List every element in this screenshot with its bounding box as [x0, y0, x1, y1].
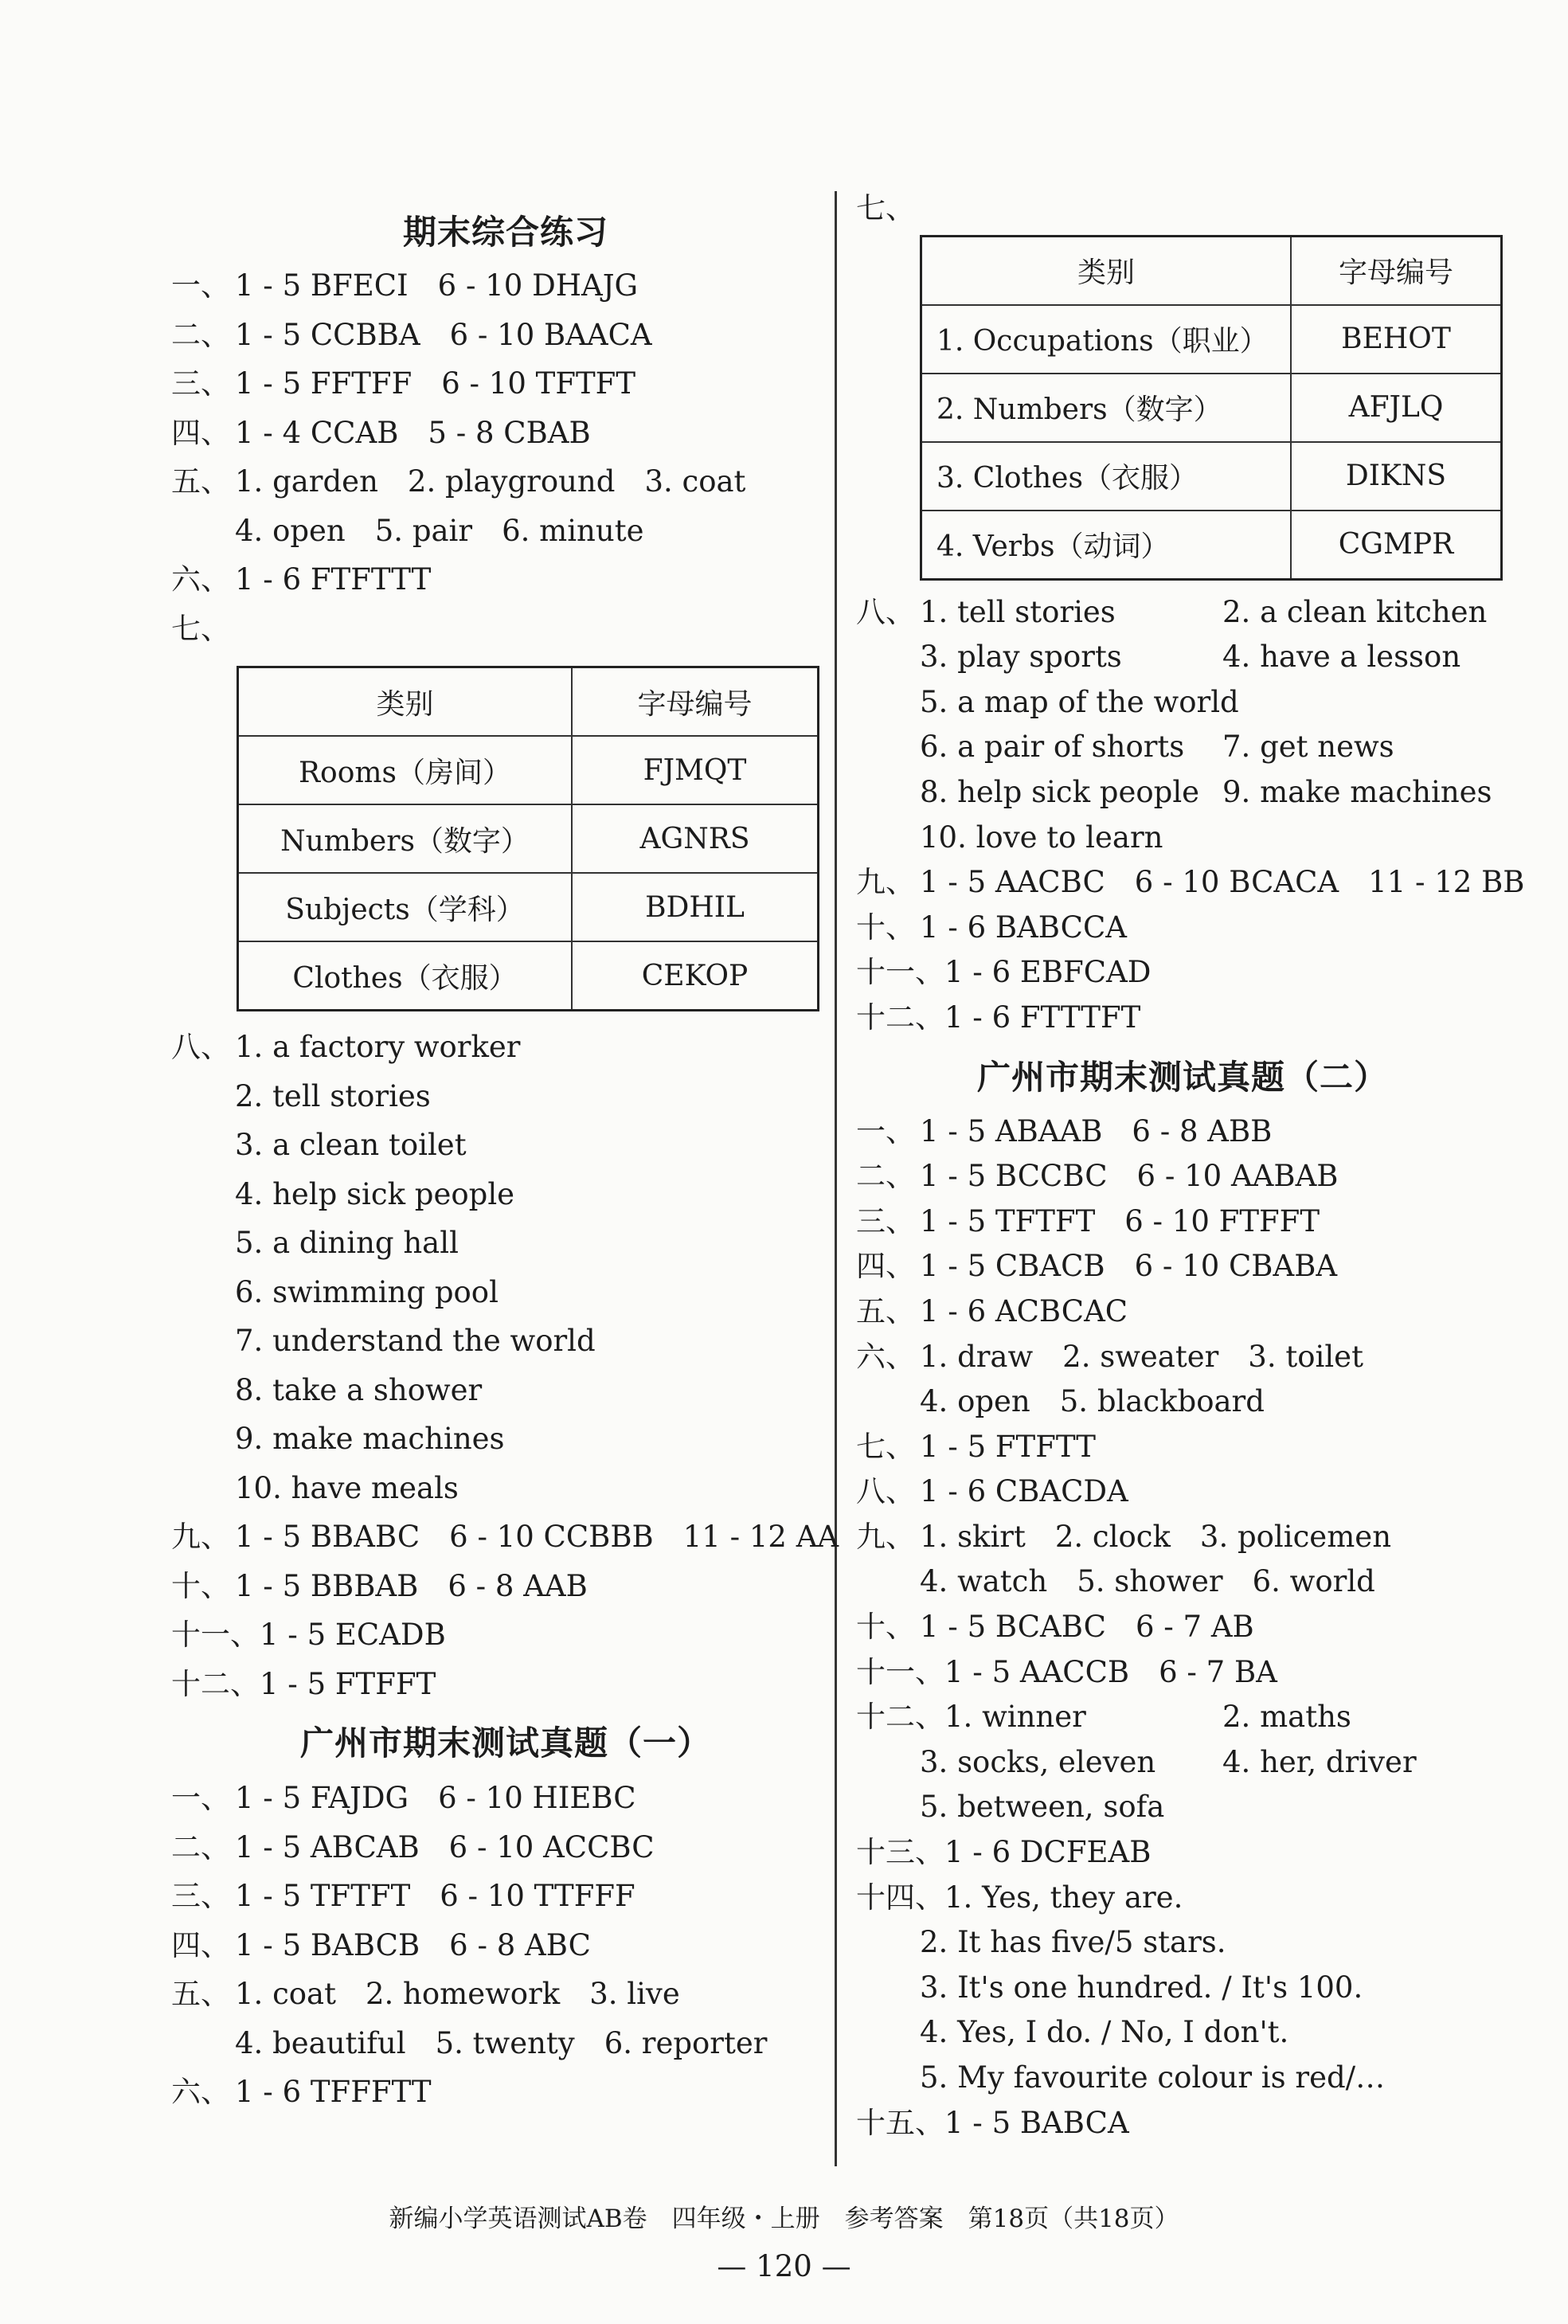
- answer-line: [171, 1121, 840, 1170]
- answer-line: [171, 1921, 840, 1970]
- answer-text: 5. a map of the world: [920, 684, 1239, 719]
- question-number: 五、: [171, 464, 230, 499]
- answer-line: [856, 770, 1509, 816]
- answer-line: [171, 1512, 840, 1562]
- question-number: 二、: [171, 1829, 230, 1864]
- answer-text: 8. help sick people: [920, 774, 1200, 809]
- answer-line: [171, 1610, 840, 1660]
- answer-text: 2. tell stories: [235, 1078, 431, 1113]
- table-row: [921, 442, 1502, 511]
- section-title-guangzhou-1: 广州市期末测试真题（一）: [299, 1723, 711, 1763]
- answer-text: 6. swimming pool: [235, 1274, 499, 1309]
- answer-text: 4. help sick people: [235, 1176, 515, 1211]
- table-row: [921, 374, 1502, 442]
- question-number: 十三、: [856, 1835, 944, 1870]
- table-cell-category: Subjects（学科）: [238, 873, 573, 941]
- answer-text: 1 - 5 ABAAB 6 - 8 ABB: [920, 1113, 1273, 1148]
- section-title-final-practice: 期末综合练习: [402, 213, 608, 252]
- question-number: 二、: [171, 317, 230, 352]
- answer-text: 1. Yes, they are.: [944, 1880, 1183, 1915]
- answer-list: [171, 261, 840, 653]
- table-cell-category: 2. Numbers（数字）: [921, 374, 1292, 442]
- answer-text: 3. socks, eleven: [920, 1744, 1156, 1779]
- answer-line: [856, 996, 1509, 1041]
- answer-text: 1 - 6 BABCCA: [920, 910, 1127, 945]
- table-header-letters: 字母编号: [1291, 236, 1502, 305]
- answer-line: [856, 186, 1509, 232]
- answer-text-second: 4. have a lesson: [1222, 640, 1461, 675]
- answer-line: [856, 2056, 1509, 2101]
- answer-line: [856, 1695, 1509, 1740]
- question-number: 五、: [856, 1293, 915, 1328]
- answer-text: 1 - 5 TFTFT 6 - 10 FTFFT: [920, 1203, 1320, 1238]
- question-number: 十五、: [856, 2105, 944, 2140]
- table-cell-letters: FJMQT: [572, 736, 819, 804]
- section-title-guangzhou-2: 广州市期末测试真题（二）: [976, 1057, 1388, 1097]
- answer-text: 1 - 5 BBABC 6 - 10 CCBBB 11 - 12 AA: [235, 1520, 839, 1554]
- question-number: 十一、: [856, 1654, 944, 1689]
- answer-text: 3. It's one hundred. / It's 100.: [920, 1970, 1363, 2005]
- answer-line: [171, 359, 840, 409]
- category-table: [920, 235, 1503, 581]
- table-header-category: 类别: [921, 236, 1292, 305]
- question-number: 十四、: [856, 1880, 944, 1915]
- answer-line: [856, 1559, 1509, 1605]
- answer-text: 1 - 5 FFTFF 6 - 10 TFTFT: [235, 366, 636, 401]
- answer-text: 1. skirt 2. clock 3. policemen: [920, 1519, 1392, 1554]
- answer-text-second: 9. make machines: [1222, 774, 1492, 809]
- answer-line: [171, 1219, 840, 1268]
- answer-line: [171, 261, 840, 311]
- answer-line: [856, 1740, 1509, 1786]
- answer-text: 2. It has five/5 stars.: [920, 1925, 1226, 1960]
- answer-line: [856, 1785, 1509, 1830]
- answer-text: 6. a pair of shorts: [920, 730, 1185, 765]
- answer-line: [856, 1966, 1509, 2011]
- answer-line: [856, 860, 1525, 906]
- question-number: 四、: [171, 1927, 230, 1962]
- answer-text: 1 - 5 FAJDG 6 - 10 HIEBC: [235, 1781, 636, 1815]
- question-number: 一、: [856, 1113, 915, 1148]
- answer-line: [171, 1170, 840, 1219]
- question-number: 十一、: [171, 1618, 260, 1652]
- question-number: 八、: [856, 594, 915, 629]
- answer-text: 1 - 5 BFECI 6 - 10 DHAJG: [235, 268, 639, 303]
- answer-text: 1 - 6 FTFTTT: [235, 562, 432, 597]
- answer-line: [171, 1366, 840, 1415]
- table-row: [238, 736, 819, 804]
- table-row: [238, 873, 819, 941]
- answer-line: [171, 1660, 840, 1709]
- table-cell-letters: BDHIL: [572, 873, 819, 941]
- table-cell-category: Numbers（数字）: [238, 804, 573, 873]
- question-number: 七、: [856, 191, 915, 225]
- answer-text: 1 - 5 AACBC 6 - 10 BCACA 11 - 12 BB: [920, 865, 1525, 900]
- answer-text: 1 - 5 CBACB 6 - 10 CBABA: [920, 1249, 1338, 1284]
- answer-line: [171, 1268, 840, 1317]
- answer-text: 4. open 5. pair 6. minute: [235, 513, 644, 548]
- answer-line: [856, 2101, 1509, 2146]
- table-cell-category: 3. Clothes（衣服）: [921, 442, 1292, 511]
- answer-text: 1. a factory worker: [235, 1030, 521, 1064]
- answer-line: [171, 1823, 840, 1872]
- answer-line: [171, 1023, 840, 1072]
- question-number: 十二、: [171, 1666, 260, 1701]
- question-number: 四、: [856, 1249, 915, 1284]
- question-number: 十、: [171, 1568, 230, 1603]
- question-number: 十一、: [856, 955, 944, 990]
- table-cell-category: 4. Verbs（动词）: [921, 511, 1292, 580]
- answer-text: 7. understand the world: [235, 1324, 596, 1358]
- table-cell-category: Rooms（房间）: [238, 736, 573, 804]
- answer-line: [856, 1469, 1509, 1515]
- footer-book-info: 新编小学英语测试AB卷 四年级・上册 参考答案 第18页（共18页）: [389, 2205, 1179, 2233]
- answer-line: [171, 1872, 840, 1921]
- answer-line: [171, 1970, 840, 2019]
- question-number: 五、: [171, 1977, 230, 2011]
- question-number: 七、: [171, 611, 230, 646]
- answer-line: [856, 1335, 1509, 1380]
- answer-text: 1 - 5 ABCAB 6 - 10 ACCBC: [235, 1829, 655, 1864]
- answer-text: 8. take a shower: [235, 1372, 483, 1407]
- answer-line: [171, 604, 840, 654]
- answer-text: 1 - 5 BBBAB 6 - 8 AAB: [235, 1568, 588, 1603]
- answer-text: 1 - 5 FTFFT: [260, 1666, 436, 1701]
- answer-text-second: 2. a clean kitchen: [1222, 594, 1488, 629]
- answer-line: [171, 311, 840, 360]
- answer-line: [856, 1650, 1509, 1696]
- table-cell-letters: AFJLQ: [1291, 374, 1502, 442]
- answer-line: [856, 1199, 1509, 1245]
- question-number: 二、: [856, 1159, 915, 1194]
- answer-text: 5. My favourite colour is red/…: [920, 2060, 1386, 2095]
- answer-text: 1. draw 2. sweater 3. toilet: [920, 1339, 1363, 1374]
- question-number: 七、: [856, 1429, 915, 1464]
- answer-line: [171, 2068, 840, 2117]
- answer-text: 1. tell stories: [920, 594, 1116, 629]
- answer-text: 10. have meals: [235, 1470, 459, 1505]
- answer-text: 4. beautiful 5. twenty 6. reporter: [235, 2025, 768, 2060]
- answer-text: 9. make machines: [235, 1422, 505, 1456]
- answer-list: [856, 1109, 1509, 2146]
- page-number: — 120 —: [717, 2249, 851, 2283]
- answer-text: 1 - 5 BABCB 6 - 8 ABC: [235, 1927, 591, 1962]
- category-table: [237, 666, 819, 1011]
- answer-line: [171, 1317, 840, 1366]
- question-number: 十二、: [856, 1000, 944, 1035]
- answer-line: [856, 635, 1509, 680]
- right-column: [856, 186, 1525, 2146]
- question-number: 十二、: [856, 1700, 944, 1735]
- answer-line: [856, 2010, 1509, 2056]
- answer-text-second: 7. get news: [1222, 730, 1394, 765]
- answer-line: [856, 1244, 1509, 1289]
- answer-line: [856, 680, 1509, 726]
- answer-text: 1 - 6 ACBCAC: [920, 1293, 1128, 1328]
- answer-list: [171, 1023, 840, 1708]
- answer-text: 1 - 5 AACCB 6 - 7 BA: [944, 1654, 1277, 1689]
- answer-line: [856, 1605, 1509, 1650]
- question-number: 十、: [856, 910, 915, 945]
- answer-line: [171, 457, 840, 507]
- question-number: 八、: [171, 1030, 230, 1064]
- question-number: 三、: [856, 1203, 915, 1238]
- answer-line: [856, 816, 1509, 861]
- question-number: 八、: [856, 1474, 915, 1509]
- answer-line: [856, 1109, 1509, 1155]
- question-number: 一、: [171, 268, 230, 303]
- table-cell-letters: CEKOP: [572, 941, 819, 1011]
- answer-text: 1 - 4 CCAB 5 - 8 CBAB: [235, 415, 591, 450]
- answer-text: 1 - 5 TFTFT 6 - 10 TTFFF: [235, 1879, 635, 1913]
- answer-text: 4. watch 5. shower 6. world: [920, 1564, 1375, 1599]
- answer-line: [856, 1830, 1509, 1876]
- answer-line: [856, 1379, 1509, 1425]
- answer-text: 10. love to learn: [920, 820, 1163, 855]
- answer-text: 1 - 6 FTTTFT: [944, 1000, 1141, 1035]
- answer-text: 1 - 6 DCFEAB: [944, 1835, 1152, 1870]
- question-number: 九、: [171, 1520, 230, 1554]
- question-number: 四、: [171, 415, 230, 450]
- answer-line: [171, 2019, 840, 2068]
- answer-line: [171, 555, 840, 604]
- answer-line: [856, 1515, 1509, 1560]
- answer-line: [171, 1072, 840, 1121]
- answer-text: 4. open 5. blackboard: [920, 1384, 1265, 1419]
- table-row: [921, 305, 1502, 374]
- question-number: 一、: [171, 1781, 230, 1815]
- answer-text: 1 - 5 CCBBA 6 - 10 BAACA: [235, 317, 652, 352]
- answer-text: 3. play sports: [920, 640, 1122, 675]
- table-cell-letters: AGNRS: [572, 804, 819, 873]
- answer-text: 5. between, sofa: [920, 1790, 1165, 1825]
- table-cell-letters: CGMPR: [1291, 511, 1502, 580]
- answer-line: [856, 1289, 1509, 1335]
- answer-line: [171, 409, 840, 458]
- answer-line: [171, 507, 840, 556]
- table-cell-category: 1. Occupations（职业）: [921, 305, 1292, 374]
- answer-text: 1 - 5 BCABC 6 - 7 AB: [920, 1610, 1254, 1645]
- question-number: 九、: [856, 1519, 915, 1554]
- answer-text: 3. a clean toilet: [235, 1128, 467, 1162]
- answer-line: [856, 725, 1509, 770]
- answer-list: [171, 1774, 840, 2117]
- left-column: [171, 209, 840, 2117]
- table-cell-letters: BEHOT: [1291, 305, 1502, 374]
- answer-line: [856, 1876, 1509, 1921]
- answer-text: 1. winner: [944, 1700, 1086, 1735]
- question-number: 三、: [171, 366, 230, 401]
- answer-text: 1 - 5 BABCA: [944, 2105, 1129, 2140]
- question-number: 九、: [856, 865, 915, 900]
- answer-text-second: 2. maths: [1222, 1700, 1351, 1735]
- table-header-category: 类别: [238, 667, 573, 737]
- answer-text: 5. a dining hall: [235, 1226, 459, 1260]
- answer-text: 1. garden 2. playground 3. coat: [235, 464, 746, 499]
- answer-text: 1. coat 2. homework 3. live: [235, 1977, 680, 2011]
- answer-line: [171, 1774, 840, 1823]
- table-row: [238, 941, 819, 1011]
- answer-text: 1 - 5 ECADB: [260, 1618, 446, 1652]
- answer-line: [171, 1414, 840, 1464]
- table-row: [238, 804, 819, 873]
- table-cell-letters: DIKNS: [1291, 442, 1502, 511]
- question-number: 六、: [856, 1339, 915, 1374]
- table-header-letters: 字母编号: [572, 667, 819, 737]
- answer-line: [856, 1154, 1509, 1199]
- question-number: 三、: [171, 1879, 230, 1913]
- question-number: 六、: [171, 2075, 230, 2109]
- table-row: [921, 511, 1502, 580]
- answer-line: [171, 1562, 840, 1611]
- answer-text: 1 - 6 EBFCAD: [944, 955, 1152, 990]
- answer-line: [856, 906, 1509, 951]
- answer-line: [856, 950, 1509, 996]
- answer-text: 4. Yes, I do. / No, I don't.: [920, 2015, 1289, 2050]
- question-number: 十、: [856, 1610, 915, 1645]
- answer-text-second: 4. her, driver: [1222, 1744, 1417, 1779]
- answer-text: 1 - 5 FTFTT: [920, 1429, 1096, 1464]
- answer-line: [856, 590, 1509, 636]
- answer-text: 1 - 6 CBACDA: [920, 1474, 1128, 1509]
- answer-line: [856, 1425, 1509, 1470]
- table-cell-category: Clothes（衣服）: [238, 941, 573, 1011]
- answer-text: 1 - 6 TFFFTT: [235, 2075, 432, 2109]
- question-number: 六、: [171, 562, 230, 597]
- answer-line: [171, 1464, 840, 1513]
- answer-list: [856, 590, 1525, 1041]
- answer-line: [856, 1920, 1509, 1966]
- answer-text: 1 - 5 BCCBC 6 - 10 AABAB: [920, 1159, 1339, 1194]
